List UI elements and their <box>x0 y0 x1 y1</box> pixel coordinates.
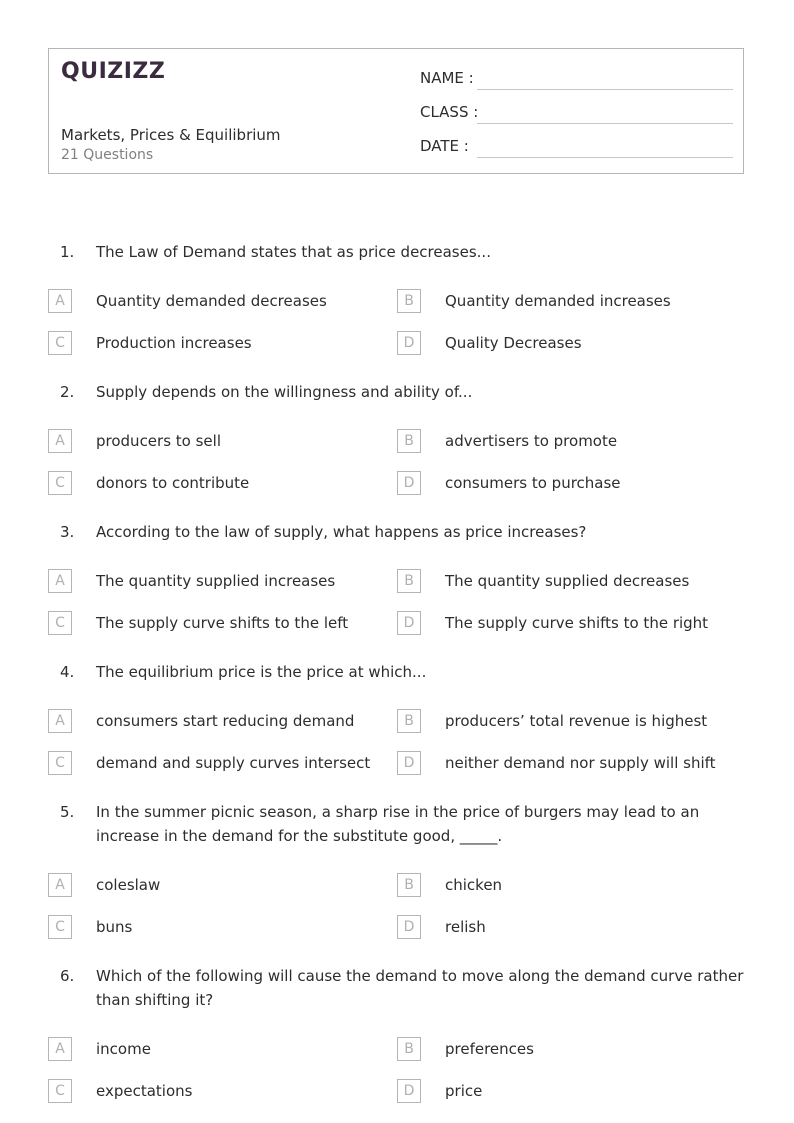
option-letter: D <box>397 751 421 775</box>
option-text: The supply curve shifts to the right <box>445 614 709 632</box>
question-number: 6. <box>60 967 75 985</box>
option-letter: C <box>48 331 72 355</box>
option-text: donors to contribute <box>96 474 250 492</box>
option-text: expectations <box>96 1082 193 1100</box>
question-number: 2. <box>60 383 75 401</box>
option-text: price <box>445 1082 483 1100</box>
option-letter: D <box>397 471 421 495</box>
option-letter: B <box>397 569 421 593</box>
option-text: producers to sell <box>96 432 221 450</box>
option-text: Quantity demanded decreases <box>96 292 327 310</box>
option-letter: A <box>48 709 72 733</box>
option-text: buns <box>96 918 133 936</box>
option-text: coleslaw <box>96 876 161 894</box>
option-text: The quantity supplied increases <box>96 572 336 590</box>
option-letter: B <box>397 289 421 313</box>
quizizz-logo: QUIZIZZ <box>61 59 166 84</box>
question-number: 3. <box>60 523 75 541</box>
option-letter: B <box>397 1037 421 1061</box>
class-label: CLASS : <box>420 103 479 121</box>
option-text: advertisers to promote <box>445 432 618 450</box>
question-text: The Law of Demand states that as price decreases... <box>96 243 491 261</box>
option-letter: D <box>397 1079 421 1103</box>
option-letter: B <box>397 429 421 453</box>
date-label: DATE : <box>420 137 469 155</box>
option-letter: C <box>48 611 72 635</box>
option-letter: C <box>48 1079 72 1103</box>
worksheet-title: Markets, Prices & Equilibrium <box>61 126 281 144</box>
option-text: preferences <box>445 1040 534 1058</box>
option-letter: A <box>48 569 72 593</box>
option-text: income <box>96 1040 151 1058</box>
question-text: In the summer picnic season, a sharp rise in the price of burgers may lead to an increase in the demand for the substitute good, _____. <box>96 803 700 845</box>
option-letter: B <box>397 709 421 733</box>
option-text: The supply curve shifts to the left <box>96 614 349 632</box>
question-text: Which of the following will cause the demand to move along the demand curve rather than shifting it? <box>96 967 744 1009</box>
option-text: neither demand nor supply will shift <box>445 754 716 772</box>
option-letter: C <box>48 471 72 495</box>
option-letter: A <box>48 429 72 453</box>
option-letter: A <box>48 1037 72 1061</box>
question-number: 5. <box>60 803 75 821</box>
option-letter: A <box>48 289 72 313</box>
date-line <box>477 157 733 158</box>
question-text: According to the law of supply, what happens as price increases? <box>96 523 587 541</box>
option-letter: B <box>397 873 421 897</box>
question-text: Supply depends on the willingness and ability of... <box>96 383 473 401</box>
worksheet-header <box>48 48 744 174</box>
option-letter: D <box>397 331 421 355</box>
option-text: Production increases <box>96 334 252 352</box>
option-text: Quality Decreases <box>445 334 582 352</box>
option-text: relish <box>445 918 486 936</box>
question-number: 1. <box>60 243 75 261</box>
option-letter: A <box>48 873 72 897</box>
option-letter: D <box>397 915 421 939</box>
name-line <box>477 89 733 90</box>
option-text: consumers to purchase <box>445 474 621 492</box>
question-count: 21 Questions <box>61 147 154 163</box>
option-text: chicken <box>445 876 503 894</box>
option-text: consumers start reducing demand <box>96 712 355 730</box>
question-text: The equilibrium price is the price at which... <box>96 663 427 681</box>
option-text: The quantity supplied decreases <box>445 572 690 590</box>
option-text: producers’ total revenue is highest <box>445 712 708 730</box>
option-text: Quantity demanded increases <box>445 292 671 310</box>
name-label: NAME : <box>420 69 474 87</box>
class-line <box>477 123 733 124</box>
option-letter: C <box>48 915 72 939</box>
question-number: 4. <box>60 663 75 681</box>
option-text: demand and supply curves intersect <box>96 754 371 772</box>
option-letter: C <box>48 751 72 775</box>
option-letter: D <box>397 611 421 635</box>
